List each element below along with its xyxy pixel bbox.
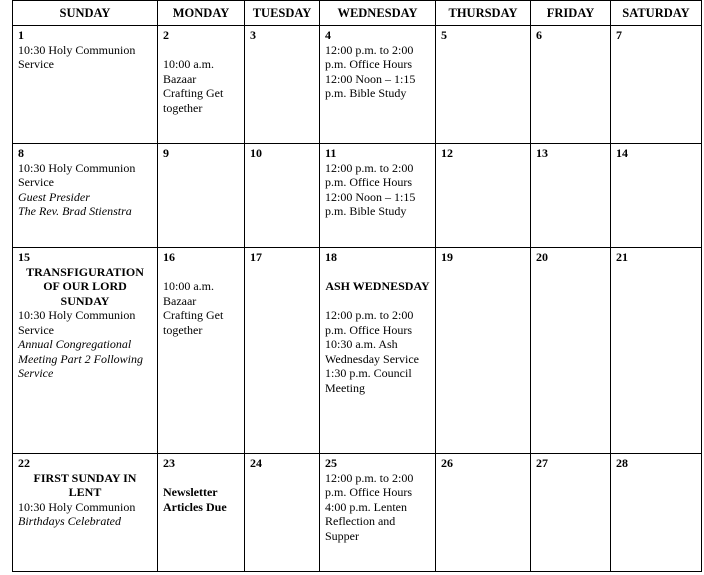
header-monday: MONDAY (158, 1, 245, 26)
day-number: 7 (616, 28, 622, 42)
day-number: 18 (325, 250, 337, 264)
weekday-header-row (13, 1, 702, 26)
day-number: 23 (163, 456, 175, 470)
day-cell (436, 144, 531, 248)
event-text: TRANSFIGURATION OF OUR LORD SUNDAY (26, 264, 144, 308)
day-cell (611, 144, 702, 248)
day-number: 24 (250, 456, 262, 470)
day-cell (611, 454, 702, 572)
day-cell (245, 248, 320, 454)
day-cell (13, 144, 158, 248)
header-saturday: SATURDAY (611, 1, 702, 26)
day-cell (245, 454, 320, 572)
event-text: Guest Presider (18, 189, 90, 204)
day-number: 17 (250, 250, 262, 264)
event-text: Annual Congregational Meeting Part 2 Following Service (18, 337, 143, 380)
day-number: 13 (536, 146, 548, 160)
week-row (13, 248, 702, 454)
event-text: The Rev. Brad Stienstra (18, 204, 132, 218)
day-number: 25 (325, 456, 337, 470)
day-number: 1 (18, 28, 24, 42)
day-cell (320, 248, 436, 454)
week-row (13, 454, 702, 572)
calendar-body (13, 26, 702, 572)
day-cell (531, 248, 611, 454)
day-cell (13, 248, 158, 454)
day-cell (436, 454, 531, 572)
day-cell (436, 248, 531, 454)
day-number: 21 (616, 250, 628, 264)
day-number: 16 (163, 250, 175, 264)
event-text: Birthdays Celebrated (18, 514, 121, 528)
day-number: 9 (163, 146, 169, 160)
day-number: 26 (441, 456, 453, 470)
day-cell (158, 248, 245, 454)
day-cell (611, 26, 702, 144)
day-cell (436, 26, 531, 144)
day-cell (320, 144, 436, 248)
event-text: 10:30 a.m. Ash Wednesday Service (325, 337, 419, 366)
event-text: 12:00 p.m. to 2:00 p.m. Office Hours (325, 470, 414, 499)
day-number: 4 (325, 28, 331, 42)
event-text: 12:00 p.m. to 2:00 p.m. Office Hours (325, 42, 414, 71)
header-friday: FRIDAY (531, 1, 611, 26)
day-number: 3 (250, 28, 256, 42)
event-text: 10:30 Holy Communion (18, 499, 136, 514)
header-thursday: THURSDAY (436, 1, 531, 26)
header-sunday: SUNDAY (13, 1, 158, 26)
day-cell (611, 248, 702, 454)
event-text: 10:00 a.m. Bazaar Crafting Get together (163, 279, 224, 337)
event-text: 4:00 p.m. Lenten Reflection and Supper (325, 499, 407, 543)
day-cell (320, 26, 436, 144)
day-number: 27 (536, 456, 548, 470)
event-text: ASH WEDNESDAY (325, 279, 430, 293)
event-text: 10:30 Holy Communion Service (18, 42, 136, 71)
day-cell (13, 454, 158, 572)
day-number: 14 (616, 146, 628, 160)
event-text: FIRST SUNDAY IN LENT (33, 470, 137, 499)
event-text: Newsletter Articles Due (163, 485, 227, 514)
day-number: 19 (441, 250, 453, 264)
day-cell (531, 454, 611, 572)
day-number: 15 (18, 250, 30, 264)
header-tuesday: TUESDAY (245, 1, 320, 26)
week-row (13, 144, 702, 248)
event-text: 12:00 p.m. to 2:00 p.m. Office Hours (325, 308, 414, 337)
spacer (163, 265, 239, 280)
day-cell (531, 26, 611, 144)
week-row (13, 26, 702, 144)
day-number: 20 (536, 250, 548, 264)
spacer (163, 471, 239, 486)
day-cell (320, 454, 436, 572)
event-text: 1:30 p.m. Council Meeting (325, 366, 412, 395)
day-cell (13, 26, 158, 144)
event-text: 10:00 a.m. Bazaar Crafting Get together (163, 57, 224, 115)
day-number: 2 (163, 28, 169, 42)
event-text: 10:30 Holy Communion Service (18, 160, 136, 189)
spacer (163, 43, 239, 58)
day-cell (245, 144, 320, 248)
event-text: 10:30 Holy Communion Service (18, 308, 136, 337)
day-number: 22 (18, 456, 30, 470)
day-cell (158, 454, 245, 572)
day-cell (245, 26, 320, 144)
day-number: 6 (536, 28, 542, 42)
calendar-table (12, 0, 702, 572)
event-text: 12:00 Noon – 1:15 p.m. Bible Study (325, 71, 416, 100)
day-cell (158, 26, 245, 144)
day-number: 5 (441, 28, 447, 42)
day-number: 11 (325, 146, 337, 160)
header-wednesday: WEDNESDAY (320, 1, 436, 26)
day-cell (158, 144, 245, 248)
spacer (325, 265, 430, 280)
day-number: 8 (18, 146, 24, 160)
day-number: 12 (441, 146, 453, 160)
day-number: 28 (616, 456, 628, 470)
spacer (325, 294, 430, 309)
event-text: 12:00 p.m. to 2:00 p.m. Office Hours (325, 160, 414, 189)
day-cell (531, 144, 611, 248)
event-text: 12:00 Noon – 1:15 p.m. Bible Study (325, 189, 416, 218)
day-number: 10 (250, 146, 262, 160)
